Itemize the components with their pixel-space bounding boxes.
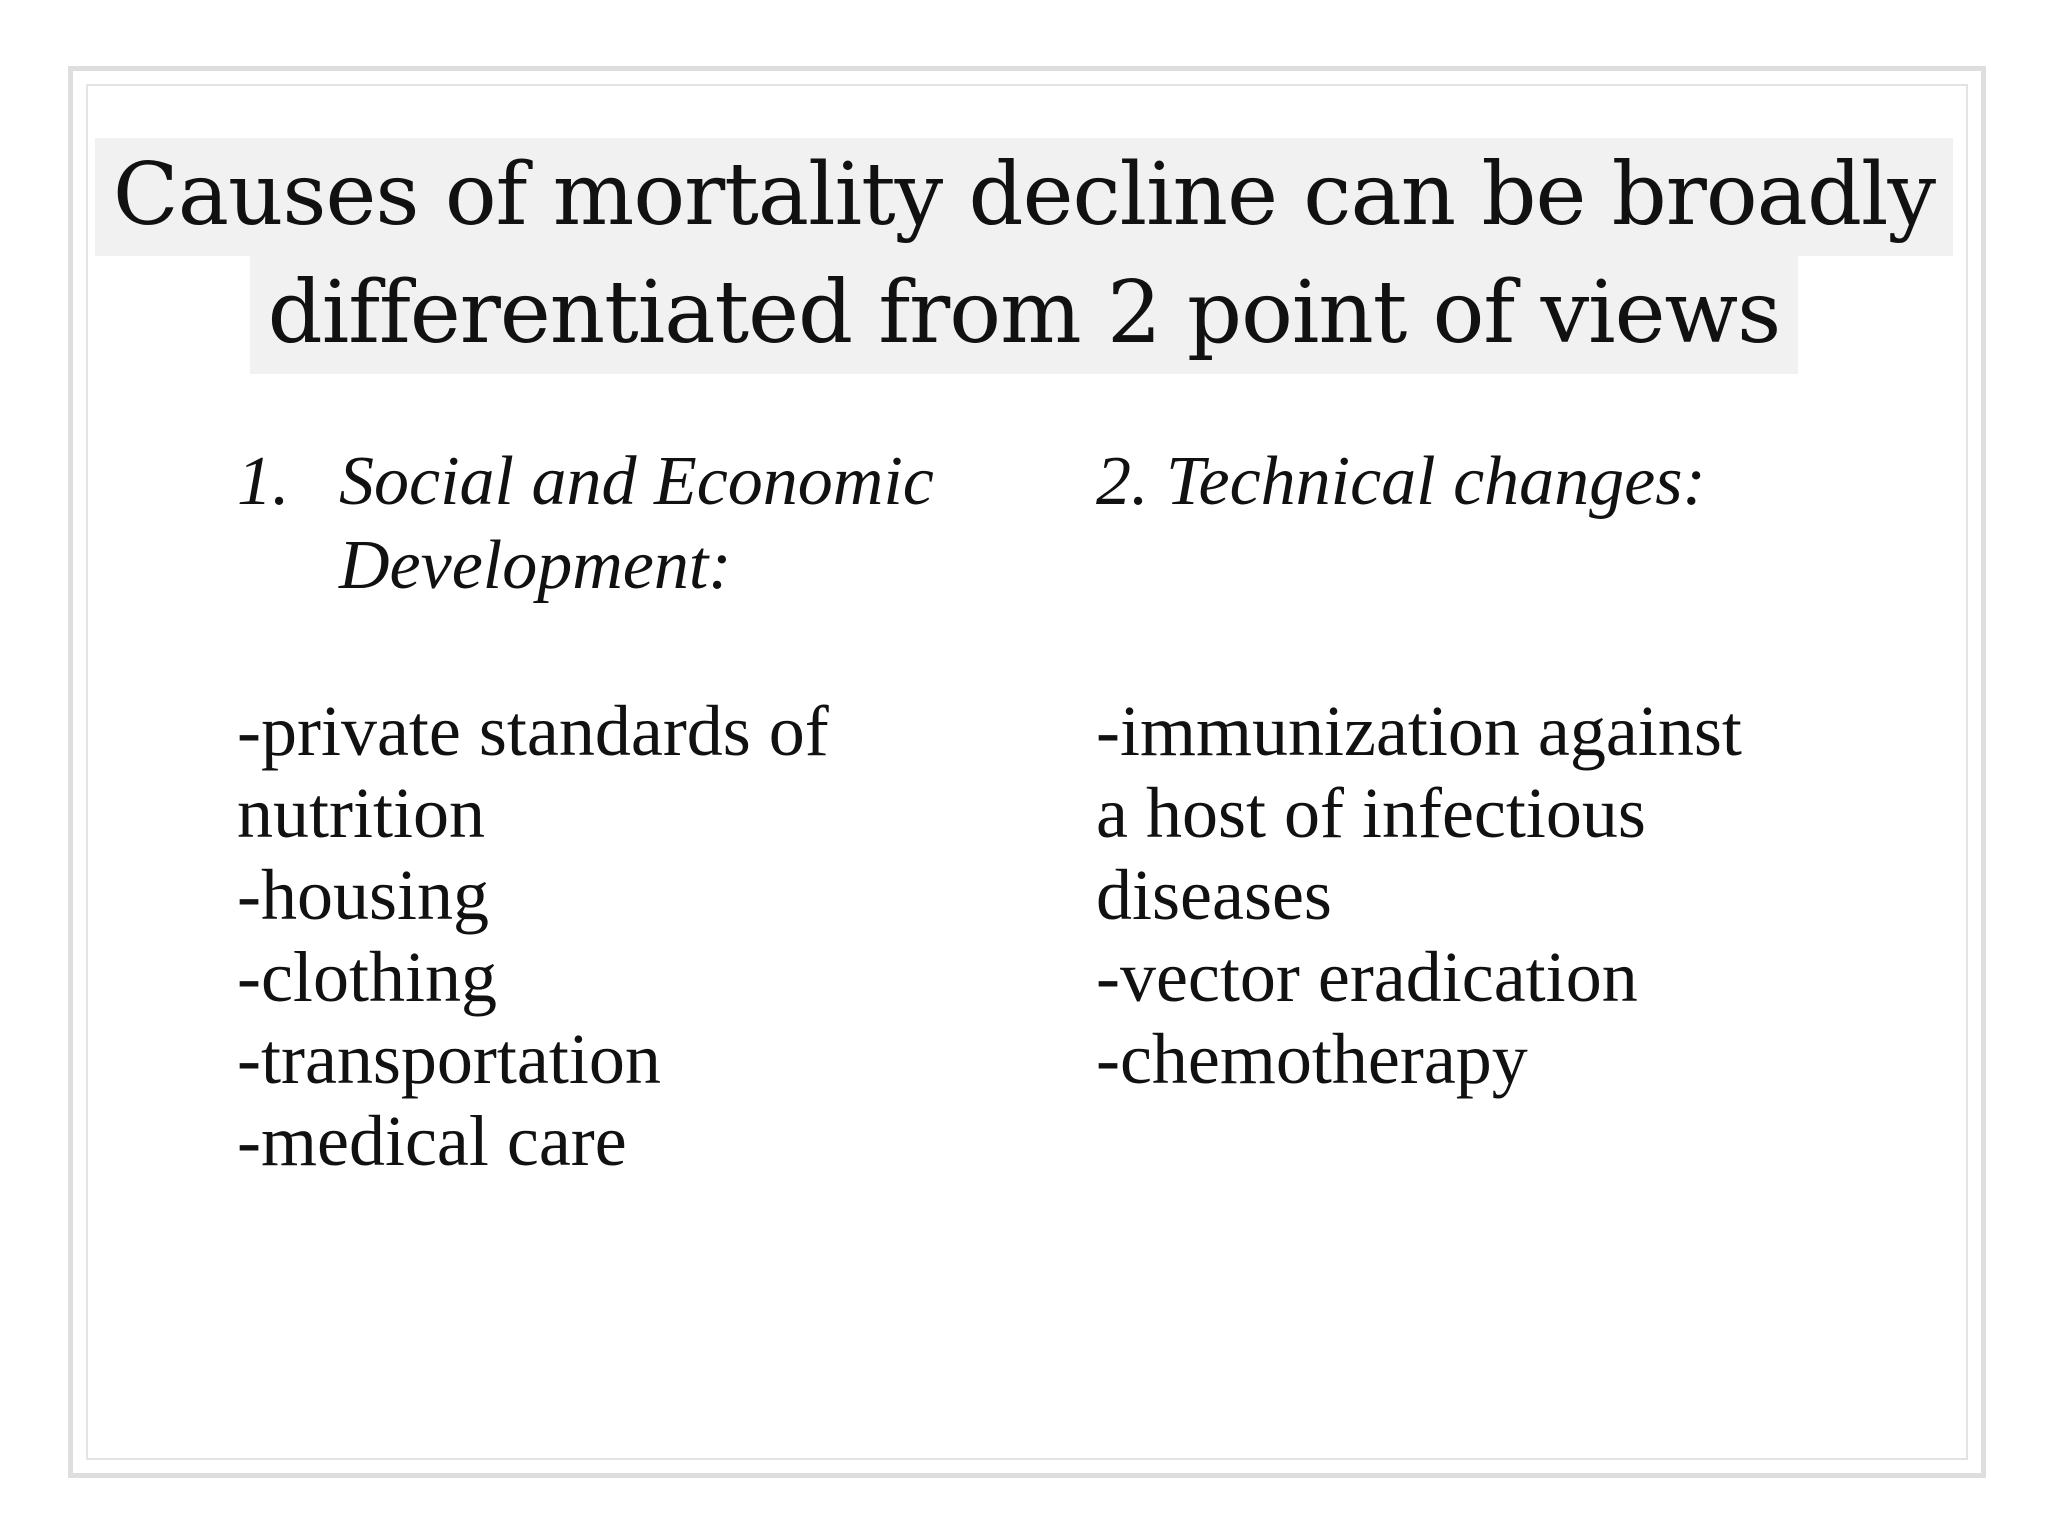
left-column-heading xyxy=(237,440,1037,608)
list-item: -medical care xyxy=(237,1101,627,1181)
right-item-list xyxy=(1096,690,1916,1100)
list-item: -chemotherapy xyxy=(1096,1019,1528,1099)
left-heading-number: 1. xyxy=(237,443,290,520)
list-item: -vector eradication xyxy=(1096,937,1638,1017)
left-item-list xyxy=(237,690,1057,1182)
list-item: diseases xyxy=(1096,855,1332,935)
right-heading: 2. Technical changes: xyxy=(1096,443,1706,520)
list-item: nutrition xyxy=(237,773,485,853)
left-heading-line-1: Social and Economic xyxy=(339,443,934,520)
list-item: -immunization against xyxy=(1096,691,1742,771)
left-heading-line-2: Development: xyxy=(339,527,732,604)
slide-title-line-2: differentiated from 2 point of views xyxy=(250,256,1799,374)
list-item: -transportation xyxy=(237,1019,661,1099)
list-item: -housing xyxy=(237,855,489,935)
slide-title-line-1: Causes of mortality decline can be broadly xyxy=(95,138,1953,256)
list-item: -clothing xyxy=(237,937,497,1017)
slide-title xyxy=(0,138,2048,374)
list-item: -private standards of xyxy=(237,691,829,771)
list-item: a host of infectious xyxy=(1096,773,1646,853)
right-column-heading xyxy=(1096,440,1916,524)
